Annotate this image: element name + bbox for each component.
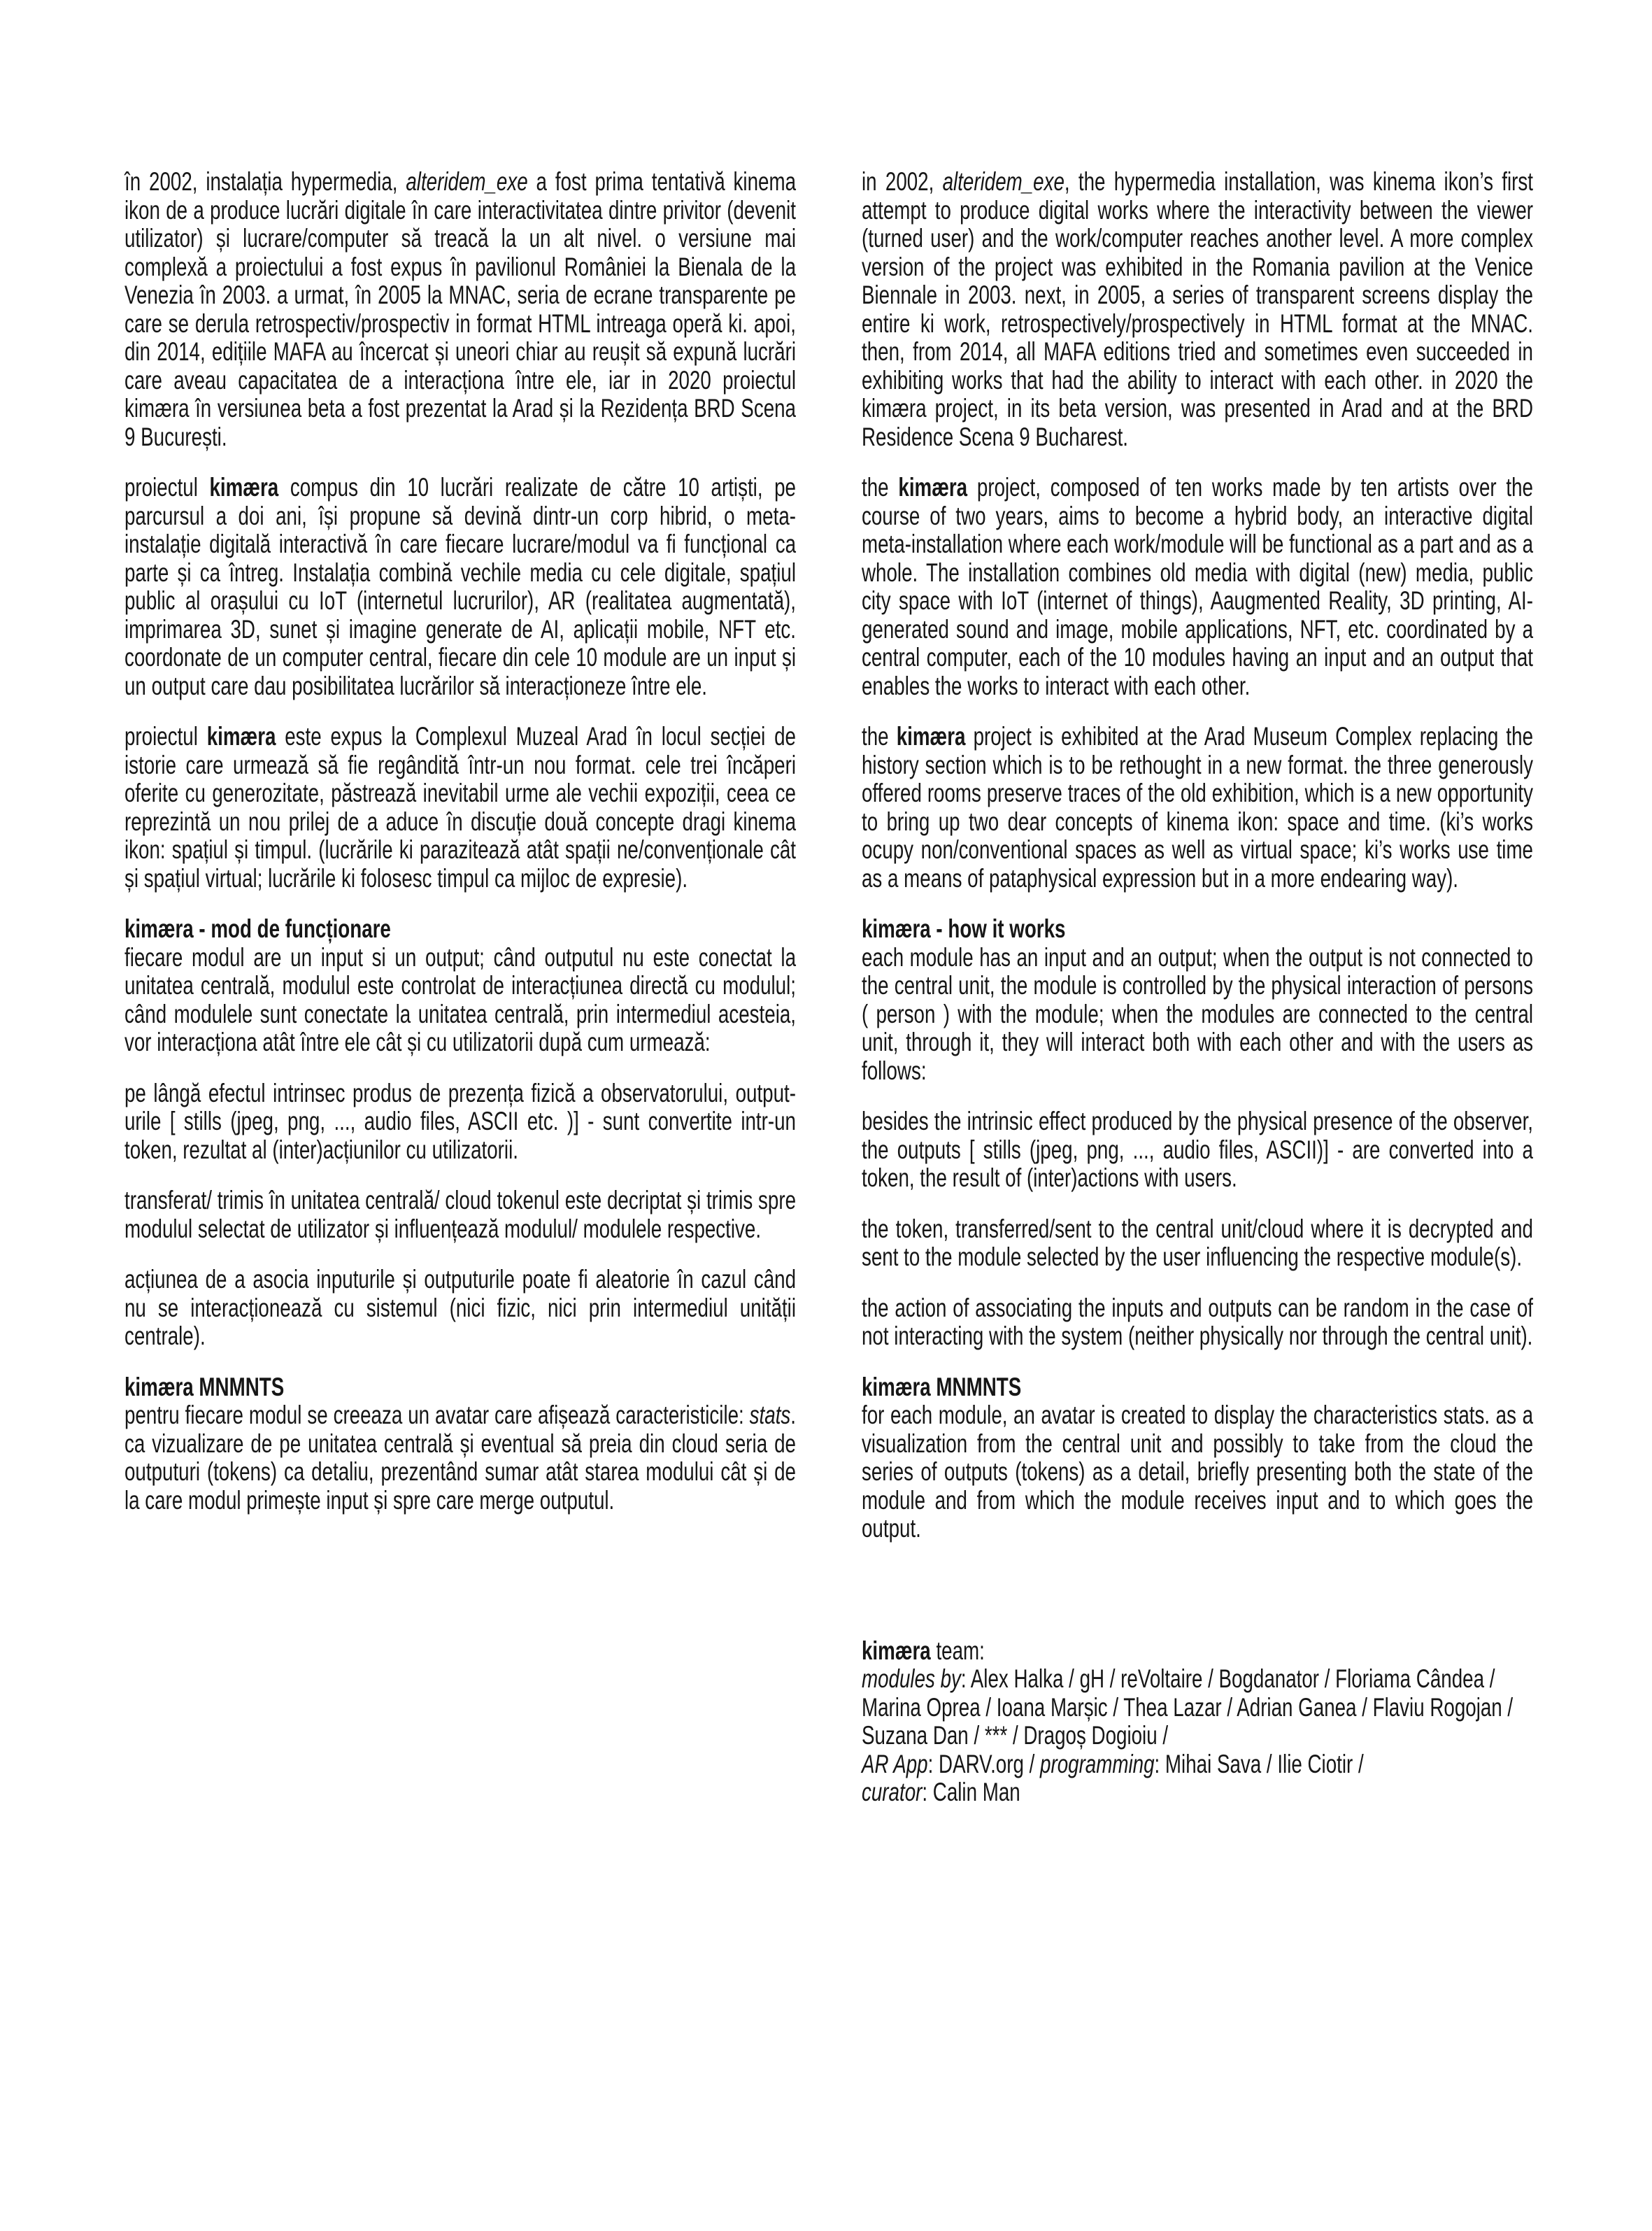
text-run: alteridem_exe xyxy=(942,167,1064,196)
text-run: transferat/ trimis în unitatea centrală/ cloud tokenul este decriptat și trimis spre modulul selectat de utilizator și influențează modulul/ modulele respective. xyxy=(124,1186,796,1243)
paragraph xyxy=(124,723,796,893)
text-run: : DARV.org / xyxy=(927,1749,1041,1778)
text-run: kimæra xyxy=(898,473,968,502)
text-run: kimæra MNMNTS xyxy=(124,1372,285,1401)
section-heading xyxy=(124,1373,796,1402)
section-heading xyxy=(862,915,1533,944)
text-run: proiectul xyxy=(124,722,207,751)
column-right-english-text xyxy=(862,168,1533,1807)
paragraph xyxy=(124,474,796,700)
text-run: the action of associating the inputs and outputs can be random in the case of not interacting with the system (neither physically nor through the central unit). xyxy=(862,1293,1533,1350)
column-left-romanian-text xyxy=(124,168,796,1515)
text-run: the token, transferred/sent to the central unit/cloud where it is decrypted and sent to the module selected by the user influencing the respective module(s). xyxy=(862,1214,1533,1271)
text-run: pentru fiecare modul se creeaza un avatar care afișează caracteristicile: xyxy=(124,1401,750,1429)
text-run: the xyxy=(862,473,899,502)
text-run: in 2002, xyxy=(862,167,943,196)
paragraph xyxy=(862,1107,1533,1193)
text-run: : Mihai Sava / Ilie Ciotir / xyxy=(1154,1749,1364,1778)
paragraph xyxy=(124,1401,796,1515)
paragraph xyxy=(862,1401,1533,1543)
paragraph xyxy=(862,474,1533,700)
text-run: alteridem_exe xyxy=(406,167,528,196)
section-heading xyxy=(124,915,796,944)
text-run: stats xyxy=(749,1401,791,1429)
paragraph xyxy=(124,1079,796,1165)
text-run: pe lângă efectul intrinsec produs de prezența fizică a observatorului, output-urile [ stills (jpeg, png, ..., audio files, ASCII etc. )] - sunt convertite intr-un token, rezultat al (inter)acțiunilor cu utilizatorii. xyxy=(124,1078,796,1164)
paragraph xyxy=(862,168,1533,451)
paragraph xyxy=(124,1187,796,1243)
section-heading xyxy=(862,1373,1533,1402)
text-run: kimæra xyxy=(206,722,276,751)
text-run: project, composed of ten works made by ten artists over the course of two years, aims to become a hybrid body, an interactive digital meta-installation where each work/module will be functional as a part and as a whole. The installation combines old media with digital (new) media, public city space with IoT (internet of things), Aaugmented Reality, 3D printing, AI-generated sound and image, mobile applications, NFT, etc. coordinated by a central computer, each of the 10 modules having an input and an output that enables the works to interact with each other. xyxy=(862,473,1533,700)
text-run: kimæra - mod de funcționare xyxy=(124,914,391,943)
text-run: kimæra - how it works xyxy=(862,914,1066,943)
text-run: for each module, an avatar is created to display the characteristics stats. as a visualization from the central unit and possibly to take from the cloud the series of outputs (tokens) as a detail, briefly presenting both the state of the module and from which the module receives input and to which goes the output. xyxy=(862,1401,1533,1543)
paragraph xyxy=(862,1294,1533,1351)
text-run: kimæra xyxy=(862,1636,931,1665)
text-run: modules by xyxy=(862,1664,961,1693)
text-run: compus din 10 lucrări realizate de către 10 artiști, pe parcursul a doi ani, își propune să devină dintr-un corp hibrid, o meta-instalație digitală interactivă în care fiecare lucrare/modul va fi funcțional ca parte și ca întreg. Instalația combină vechile media cu cele digitale, spațiul public al orașului cu IoT (internetul lucrurilor), AR (realitatea augmentată), imprimarea 3D, sunet și imagine generate de AI, aplicații mobile, NFT etc. coordonate de un computer central, fiecare din cele 10 module are un input și un output care dau posibilitatea lucrărilor să interacționeze între ele. xyxy=(124,473,796,700)
text-run: . ca vizualizare de pe unitatea centrală și eventual să preia din cloud seria de outputuri (tokens) ca detaliu, prezentând sumar atât starea modului cât și de la care modul primește input și spre care merge outputul. xyxy=(124,1401,796,1515)
text-run: a fost prima tentativă kinema ikon de a produce lucrări digitale în care interactivitatea dintre privitor (devenit utilizator) și lucrare/computer să treacă la un alt nivel. o versiune mai complexă a proiectului a fost expus în pavilionul României la Bienala de la Venezia în 2003. a urmat, în 2005 la MNAC, seria de ecrane transparente pe care se derula retrospectiv/prospectiv in format HTML intreaga operă ki. apoi, din 2014, edițiile MAFA au încercat și uneori chiar au reușit să expună lucrări care aveau capacitatea de a interacționa între ele, iar in 2020 proiectul kimæra în versiunea beta a fost prezentat la Arad și la Rezidența BRD Scena 9 București. xyxy=(124,167,796,451)
text-run: curator xyxy=(862,1778,923,1806)
text-run: team: xyxy=(930,1636,985,1665)
paragraph xyxy=(124,944,796,1057)
team-credits xyxy=(862,1637,1533,1807)
text-run: kimæra xyxy=(209,473,279,502)
text-run: project is exhibited at the Arad Museum Complex replacing the history section which is to be rethought in a new format. the three generously offered rooms preserve traces of the old exhibition, which is a new opportunity to bring up two dear concepts of kinema ikon: space and time. (ki’s works ocupy non/conventional spaces as well as virtual space; ki’s works use time as a means of pataphysical expression but in a more endearing way). xyxy=(862,722,1534,893)
text-run: acțiunea de a asocia inputurile și outputurile poate fi aleatorie în cazul când nu se interacționează cu sistemul (nici fizic, nici prin intermediul unității centrale). xyxy=(124,1265,796,1350)
text-run: proiectul xyxy=(124,473,210,502)
text-run: each module has an input and an output; when the output is not connected to the central unit, the module is controlled by the physical interaction of persons ( person ) with the module; when the modules are connected to the central unit, through it, they will interact both with each other and with the users as follows: xyxy=(862,942,1533,1085)
text-run: the xyxy=(862,722,897,751)
text-run: kimæra xyxy=(896,722,966,751)
text-run: besides the intrinsic effect produced by the physical presence of the observer, the outputs [ stills (jpeg, png, ..., audio files, ASCII)] - are converted into a token, the result of (inter)actions with users. xyxy=(862,1107,1533,1192)
text-run: kimæra MNMNTS xyxy=(862,1372,1022,1401)
paragraph xyxy=(862,723,1533,893)
paragraph xyxy=(862,1215,1533,1272)
text-run: în 2002, instalația hypermedia, xyxy=(124,167,406,196)
paragraph xyxy=(862,944,1533,1086)
text-run: : Calin Man xyxy=(922,1778,1020,1806)
paragraph xyxy=(124,1266,796,1351)
text-run: AR App xyxy=(862,1749,928,1778)
paragraph xyxy=(124,168,796,451)
text-run: fiecare modul are un input si un output; când outputul nu este conectat la unitatea centrală, modulul este controlat de interacțiunea directă cu modulul; când modulele sunt conectate la unitatea centrală, prin intermediul acesteia, vor interacționa atât între ele cât și cu utilizatorii după cum urmează: xyxy=(124,942,796,1056)
text-run: este expus la Complexul Muzeal Arad în locul secției de istorie care urmează să fie regândită într-un nou format. cele trei încăperi oferite cu generozitate, păstrează inevitabil urme ale vechii expoziții, ceea ce reprezintă un nou prilej de a aduce în discuție două concepte dragi kinema ikon: spațiul și timpul. (lucrările ki parazitează atât spații ne/convenționale cât și spațiul virtual; lucrările ki folosesc timpul ca mijloc de expresie). xyxy=(124,722,796,893)
text-run: programming xyxy=(1040,1749,1155,1778)
text-run: , the hypermedia installation, was kinema ikon’s first attempt to produce digital works where the interactivity between the viewer (turned user) and the work/computer reaches another level. A more complex version of the project was exhibited in the Romania pavilion at the Venice Biennale in 2003. next, in 2005, a series of transparent screens display the entire ki work, retrospectively/prospectively in HTML format at the MNAC. then, from 2014, all MAFA editions tried and sometimes even succeeded in exhibiting works that had the ability to interact with each other. in 2020 the kimæra project, in its beta version, was presented in Arad and at the BRD Residence Scena 9 Bucharest. xyxy=(862,167,1533,451)
text-run: : Alex Halka / gH / reVoltaire / Bogdanator / Floriama Cândea / Marina Oprea / Ioana Marșic / Thea Lazar / Adrian Ganea / Flaviu Rogojan / Suzana Dan / *** / Dragoș Dogioiu / xyxy=(862,1664,1514,1750)
